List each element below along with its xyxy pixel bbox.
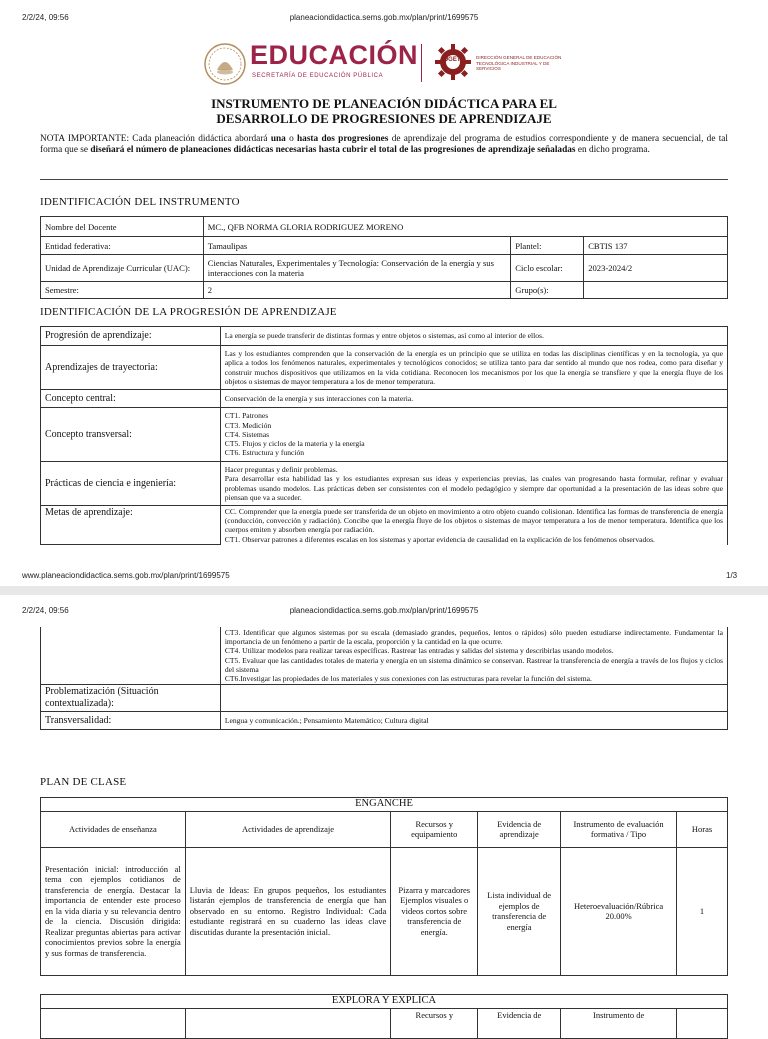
table-row xyxy=(41,995,728,1009)
practicas-text: Para desarrollar esta habilidad las y los estudiantes expresan sus ideas y experiencias previas, las cuales van progresando hasta formular, refinar y evaluar problemas usando modelos. Las prácticas deben ser consistentes con el modelo pedagógico y siempre dar oportunidad a la presentación de las ideas sobre que piensan que va a suceder. xyxy=(224,474,723,502)
note-text: en dicho programa. xyxy=(575,145,650,155)
table-row xyxy=(41,627,728,685)
column-header: Actividades de aprendizaje xyxy=(185,811,391,847)
table-row xyxy=(41,712,728,730)
table-row xyxy=(41,847,728,975)
trayectoria-value: Las y los estudiantes comprenden que la conservación de la energía es un principio que se utiliza en todas las disciplinas científicas y en la tecnología, ya que aplica a todos los fenómenos naturales, experimentales y tecnológicos conocidos; se utiliza tanto para dar sentido al mundo que nos rodea, como para diseñar y construir muchos dispositivos que utilizamos en la vida cotidiana. Reconocen los mecanismos por los que la energía se transfiere y que la energía fluye de los objetos o sistemas de mayor temperatura a los de menor temperatura. xyxy=(220,346,727,390)
metas-value-cont xyxy=(220,627,727,685)
table-row xyxy=(41,685,728,712)
note-text: de aprendizaje del programa de estudios correspondiente y de manera secuencial, de tal forma que se xyxy=(40,134,729,155)
column-header: Evidencia de xyxy=(478,1008,561,1038)
plantel-value: CBTIS 137 xyxy=(584,237,728,255)
table-row xyxy=(41,811,728,847)
table-row xyxy=(41,346,728,390)
column-header: Actividades de enseñanza xyxy=(41,811,186,847)
metas-text: CT6.Investigar las propiedades de los materiales y sus conexiones con las estructuras para revelar la función del sistema. xyxy=(224,674,592,684)
table-row xyxy=(41,237,728,255)
print-url: planeaciondidactica.sems.gob.mx/plan/print/1699575 xyxy=(289,13,479,22)
footer-url: www.planeaciondidactica.sems.gob.mx/plan/print/1699575 xyxy=(22,571,230,580)
document-title-line2: DESARROLLO DE PROGRESIONES DE APRENDIZAJE xyxy=(216,111,552,126)
table-row xyxy=(41,1008,728,1038)
column-header: Recursos y equipamiento xyxy=(391,811,478,847)
ciclo-value: 2023-2024/2 xyxy=(584,255,728,282)
docente-value: MC., QFB NORMA GLORIA RODRIGUEZ MORENO xyxy=(203,217,727,237)
aprendizaje-cell: Lluvia de Ideas: En grupos pequeños, los estudiantes listarán ejemplos de transferencia de energía que han observado en su entorno. Registro Individual: Cada estudiante registrará en su cuaderno las ideas clave discutidas durante la presentación inicial. xyxy=(185,847,391,975)
table-row xyxy=(41,217,728,237)
dgeti-text: DIRECCIÓN GENERAL DE EDUCACIÓN TECNOLÓGICA INDUSTRIAL Y DE SERVICIOS xyxy=(476,55,562,72)
docente-label: Nombre del Docente xyxy=(41,217,204,237)
table-row xyxy=(41,506,728,545)
practicas-label: Prácticas de ciencia e ingeniería: xyxy=(41,462,221,506)
plantel-label: Plantel: xyxy=(511,237,584,255)
educacion-logo-title: EDUCACIÓN xyxy=(250,40,419,70)
entidad-value: Tamaulipas xyxy=(203,237,511,255)
grupo-label: Grupo(s): xyxy=(511,282,584,299)
note-label: NOTA IMPORTANTE: xyxy=(40,134,130,144)
problematizacion-label: Problematización (Situación contextualizada): xyxy=(41,685,221,712)
section-title-plan: PLAN DE CLASE xyxy=(40,776,127,788)
horas-cell: 1 xyxy=(677,847,728,975)
column-header: Evidencia de aprendizaje xyxy=(478,811,561,847)
transversal-label: Concepto transversal: xyxy=(41,408,221,462)
table-row xyxy=(41,798,728,812)
educacion-logo-subtitle: SECRETARÍA DE EDUCACIÓN PÚBLICA xyxy=(252,73,384,79)
column-header: Recursos y xyxy=(391,1008,478,1038)
enganche-title: ENGANCHE xyxy=(41,798,728,812)
dgeti-badge: DGETI xyxy=(443,57,463,63)
semestre-label: Semestre: xyxy=(41,282,204,299)
note-bold: diseñará el número de planeaciones didácticas necesarias hasta cubrir el total de las progresiones de aprendizaje señaladas xyxy=(90,145,576,155)
metas-value xyxy=(220,506,727,545)
column-header: Instrumento de evaluación formativa / Tipo xyxy=(561,811,677,847)
metas-label-cont xyxy=(41,627,221,685)
transversalidad-value: Lengua y comunicación.; Pensamiento Matemático; Cultura digital xyxy=(220,712,727,730)
important-note xyxy=(40,134,728,156)
table-row xyxy=(41,255,728,282)
instrumento-cell: Heteroevaluación/Rúbrica 20.00% xyxy=(561,847,677,975)
central-label: Concepto central: xyxy=(41,390,221,408)
enganche-table xyxy=(40,797,728,976)
metas-text: CT3. Identificar que algunos sistemas por su escala (demasiado grandes, pequeños, lentos o rápidos) sólo pueden estudiarse indirectamente. Fundamentar la importancia de un fenómeno a partir de la escala, proporción y la cantidad en la que ocurre. xyxy=(224,628,723,647)
list-item: CT6. Estructura y función xyxy=(224,448,305,458)
metas-label: Metas de aprendizaje: xyxy=(41,506,221,545)
progresion-value: La energía se puede transferir de distintas formas y entre objetos o sistemas, así como al interior de ellos. xyxy=(220,327,727,346)
evidencia-cell: Lista individual de ejemplos de transferencia de energía xyxy=(478,847,561,975)
uac-value: Ciencias Naturales, Experimentales y Tecnología: Conservación de la energía y sus interacciones con la materia xyxy=(203,255,511,282)
print-url: planeaciondidactica.sems.gob.mx/plan/print/1699575 xyxy=(289,606,479,615)
print-datetime: 2/2/24, 09:56 xyxy=(22,606,69,615)
column-header xyxy=(185,1008,391,1038)
progresion-table xyxy=(40,326,728,545)
dgeti-gear-icon xyxy=(434,43,472,81)
column-header xyxy=(677,1008,728,1038)
document-title-line1: INSTRUMENTO DE PLANEACIÓN DIDÁCTICA PARA EL xyxy=(211,96,557,111)
column-header: Instrumento de xyxy=(561,1008,677,1038)
ciclo-label: Ciclo escolar: xyxy=(511,255,584,282)
document-title xyxy=(0,96,768,126)
explora-table xyxy=(40,994,728,1039)
list-item: CT3. Medición xyxy=(224,420,272,430)
note-bold: hasta dos progresiones xyxy=(297,134,389,144)
metas-text: CT4. Utilizar modelos para realizar tareas específicas. Rastrear las entradas y salidas del sistema y describirlas usando modelos. xyxy=(224,646,614,656)
note-text: Cada planeación didáctica abordará xyxy=(129,134,271,144)
note-text: o xyxy=(285,134,297,144)
table-row xyxy=(41,462,728,506)
grupo-value xyxy=(584,282,728,299)
footer-page-number: 1/3 xyxy=(726,571,738,580)
transversal-list xyxy=(220,408,727,462)
list-item: CT5. Flujos y ciclos de la materia y la energía xyxy=(224,439,365,449)
note-bold: una xyxy=(270,134,286,144)
identificacion-table xyxy=(40,216,728,299)
note-divider xyxy=(40,179,728,180)
table-row xyxy=(41,390,728,408)
semestre-value: 2 xyxy=(203,282,511,299)
column-header: Horas xyxy=(677,811,728,847)
table-row xyxy=(41,282,728,299)
problematizacion-value xyxy=(220,685,727,712)
trayectoria-label: Aprendizajes de trayectoria: xyxy=(41,346,221,390)
ensenanza-cell: Presentación inicial: introducción al tema con ejemplos cotidianos de transferencia de energía. Destacar la importancia de entender este proceso en la vida diaria y su relevancia dentro de la ciencia. Discusión dirigida: Realizar preguntas abiertas para activar conocimientos previos sobre la energía y sus formas de transferencia. xyxy=(41,847,186,975)
table-row xyxy=(41,408,728,462)
metas-text: CT1. Observar patrones a diferentes escalas en los sistemas y aportar evidencia de causalidad en la explicación de los fenómenos observados. xyxy=(224,534,655,544)
metas-text: CT5. Evaluar que las cantidades totales de materia y energía en un sistema dinámico se conservan. Rastrear la transferencia de energía a través de los flujos y ciclos del sistema xyxy=(224,655,723,674)
practicas-line: Hacer preguntas y definir problemas. xyxy=(224,465,338,475)
recursos-cell: Pizarra y marcadores Ejemplos visuales o videos cortos sobre transferencia de energía. xyxy=(391,847,478,975)
table-row xyxy=(41,327,728,346)
explora-title: EXPLORA Y EXPLICA xyxy=(41,995,728,1009)
section-title-progresion: IDENTIFICACIÓN DE LA PROGRESIÓN DE APRENDIZAJE xyxy=(40,306,337,318)
progresion-label: Progresión de aprendizaje: xyxy=(41,327,221,346)
print-datetime: 2/2/24, 09:56 xyxy=(22,13,69,22)
transversalidad-label: Transversalidad: xyxy=(41,712,221,730)
list-item: CT4. Sistemas xyxy=(224,429,270,439)
entidad-label: Entidad federativa: xyxy=(41,237,204,255)
list-item: CT1. Patrones xyxy=(224,411,269,421)
progresion-table-cont xyxy=(40,627,728,730)
page-separator xyxy=(0,586,768,595)
column-header xyxy=(41,1008,186,1038)
uac-label: Unidad de Aprendizaje Curricular (UAC): xyxy=(41,255,204,282)
section-title-identificacion: IDENTIFICACIÓN DEL INSTRUMENTO xyxy=(40,196,240,208)
logo-divider xyxy=(421,44,422,82)
mexico-seal-icon xyxy=(203,42,247,86)
metas-text: CC. Comprender que la energía puede ser transferida de un objeto en movimiento a otro objeto cuando colisionan. Identifica las formas de transferencia de energía (conducción, convección y radiación). Concibe que la energía fluye de los objetos o sistemas de mayor temperatura a los de menor temperatura. Identifica que los cuerpos emiten y absorben energía por radiación. xyxy=(224,507,723,535)
central-value: Conservación de la energía y sus interacciones con la materia. xyxy=(220,390,727,408)
practicas-value xyxy=(220,462,727,506)
